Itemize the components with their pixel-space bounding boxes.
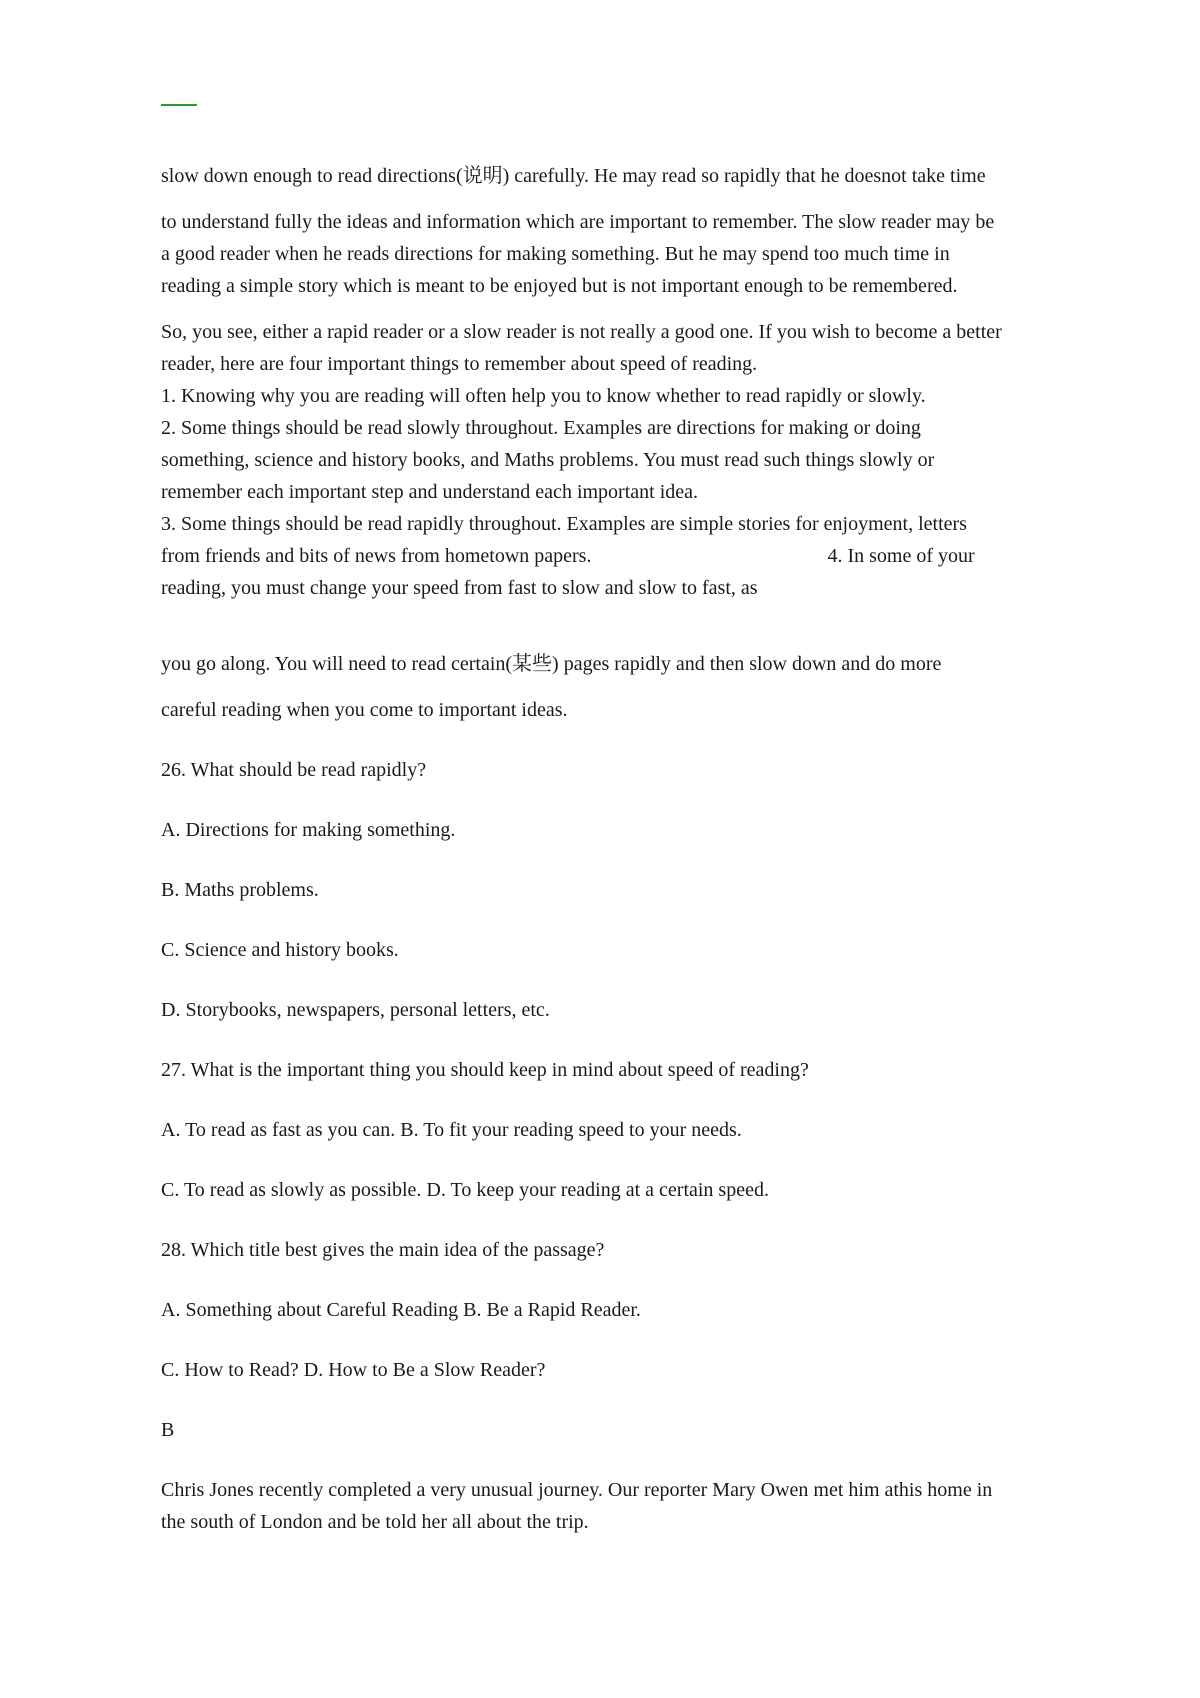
passage-a-item4-start: 4. In some of your [827, 545, 975, 567]
passage-a-para2-line2: reader, here are four important things to remember about speed of reading. [161, 353, 758, 375]
q26-option-a: A. Directions for making something. [161, 819, 456, 841]
passage-a-para1-line1: slow down enough to read directions(说明) carefully. He may read so rapidly that he doesnot take time [161, 165, 986, 187]
passage-b-intro-line1: Chris Jones recently completed a very unusual journey. Our reporter Mary Owen met him athis home in [161, 1479, 993, 1501]
q26-option-b: B. Maths problems. [161, 879, 319, 901]
header-rule [161, 104, 197, 106]
q28-stem: 28. Which title best gives the main idea of the passage? [161, 1239, 605, 1261]
passage-a-item4-cont-line1: you go along. You will need to read certain(某些) pages rapidly and then slow down and do more [161, 653, 942, 675]
passage-a-para2-line1: So, you see, either a rapid reader or a slow reader is not really a good one. If you wish to become a better [161, 321, 1002, 343]
q28-options-ab: A. Something about Careful Reading B. Be a Rapid Reader. [161, 1299, 641, 1321]
passage-a-item4-cont-line2: careful reading when you come to important ideas. [161, 699, 568, 721]
passage-a-item2-line3: remember each important step and understand each important idea. [161, 481, 699, 503]
q26-option-c: C. Science and history books. [161, 939, 399, 961]
passage-a-item2-line1: 2. Some things should be read slowly throughout. Examples are directions for making or doing [161, 417, 921, 439]
passage-a-para1-line3: a good reader when he reads directions for making something. But he may spend too much time in [161, 243, 950, 265]
passage-a-item2-line2: something, science and history books, and Maths problems. You must read such things slowly or [161, 449, 935, 471]
passage-a-para1-line2: to understand fully the ideas and information which are important to remember. The slow reader may be [161, 211, 995, 233]
passage-a-item1: 1. Knowing why you are reading will often help you to know whether to read rapidly or slowly. [161, 385, 926, 407]
passage-a-item4-line2: reading, you must change your speed from fast to slow and slow to fast, as [161, 577, 758, 599]
q27-options-ab: A. To read as fast as you can. B. To fit your reading speed to your needs. [161, 1119, 742, 1141]
passage-a-para1-line4: reading a simple story which is meant to be enjoyed but is not important enough to be remembered. [161, 275, 958, 297]
q26-stem: 26. What should be read rapidly? [161, 759, 427, 781]
q26-option-d: D. Storybooks, newspapers, personal letters, etc. [161, 999, 550, 1021]
q27-options-cd: C. To read as slowly as possible. D. To keep your reading at a certain speed. [161, 1179, 769, 1201]
passage-a-item3-line1: 3. Some things should be read rapidly throughout. Examples are simple stories for enjoyment, letters [161, 513, 967, 535]
passage-b-intro-line2: the south of London and be told her all about the trip. [161, 1511, 589, 1533]
passage-b-label: B [161, 1419, 175, 1441]
q28-options-cd: C. How to Read? D. How to Be a Slow Reader? [161, 1359, 546, 1381]
passage-a-item3-line2 [161, 540, 1061, 572]
passage-a-item3-line2-text: from friends and bits of news from hometown papers. [161, 545, 592, 567]
q27-stem: 27. What is the important thing you should keep in mind about speed of reading? [161, 1059, 809, 1081]
document-body [161, 160, 1061, 1538]
